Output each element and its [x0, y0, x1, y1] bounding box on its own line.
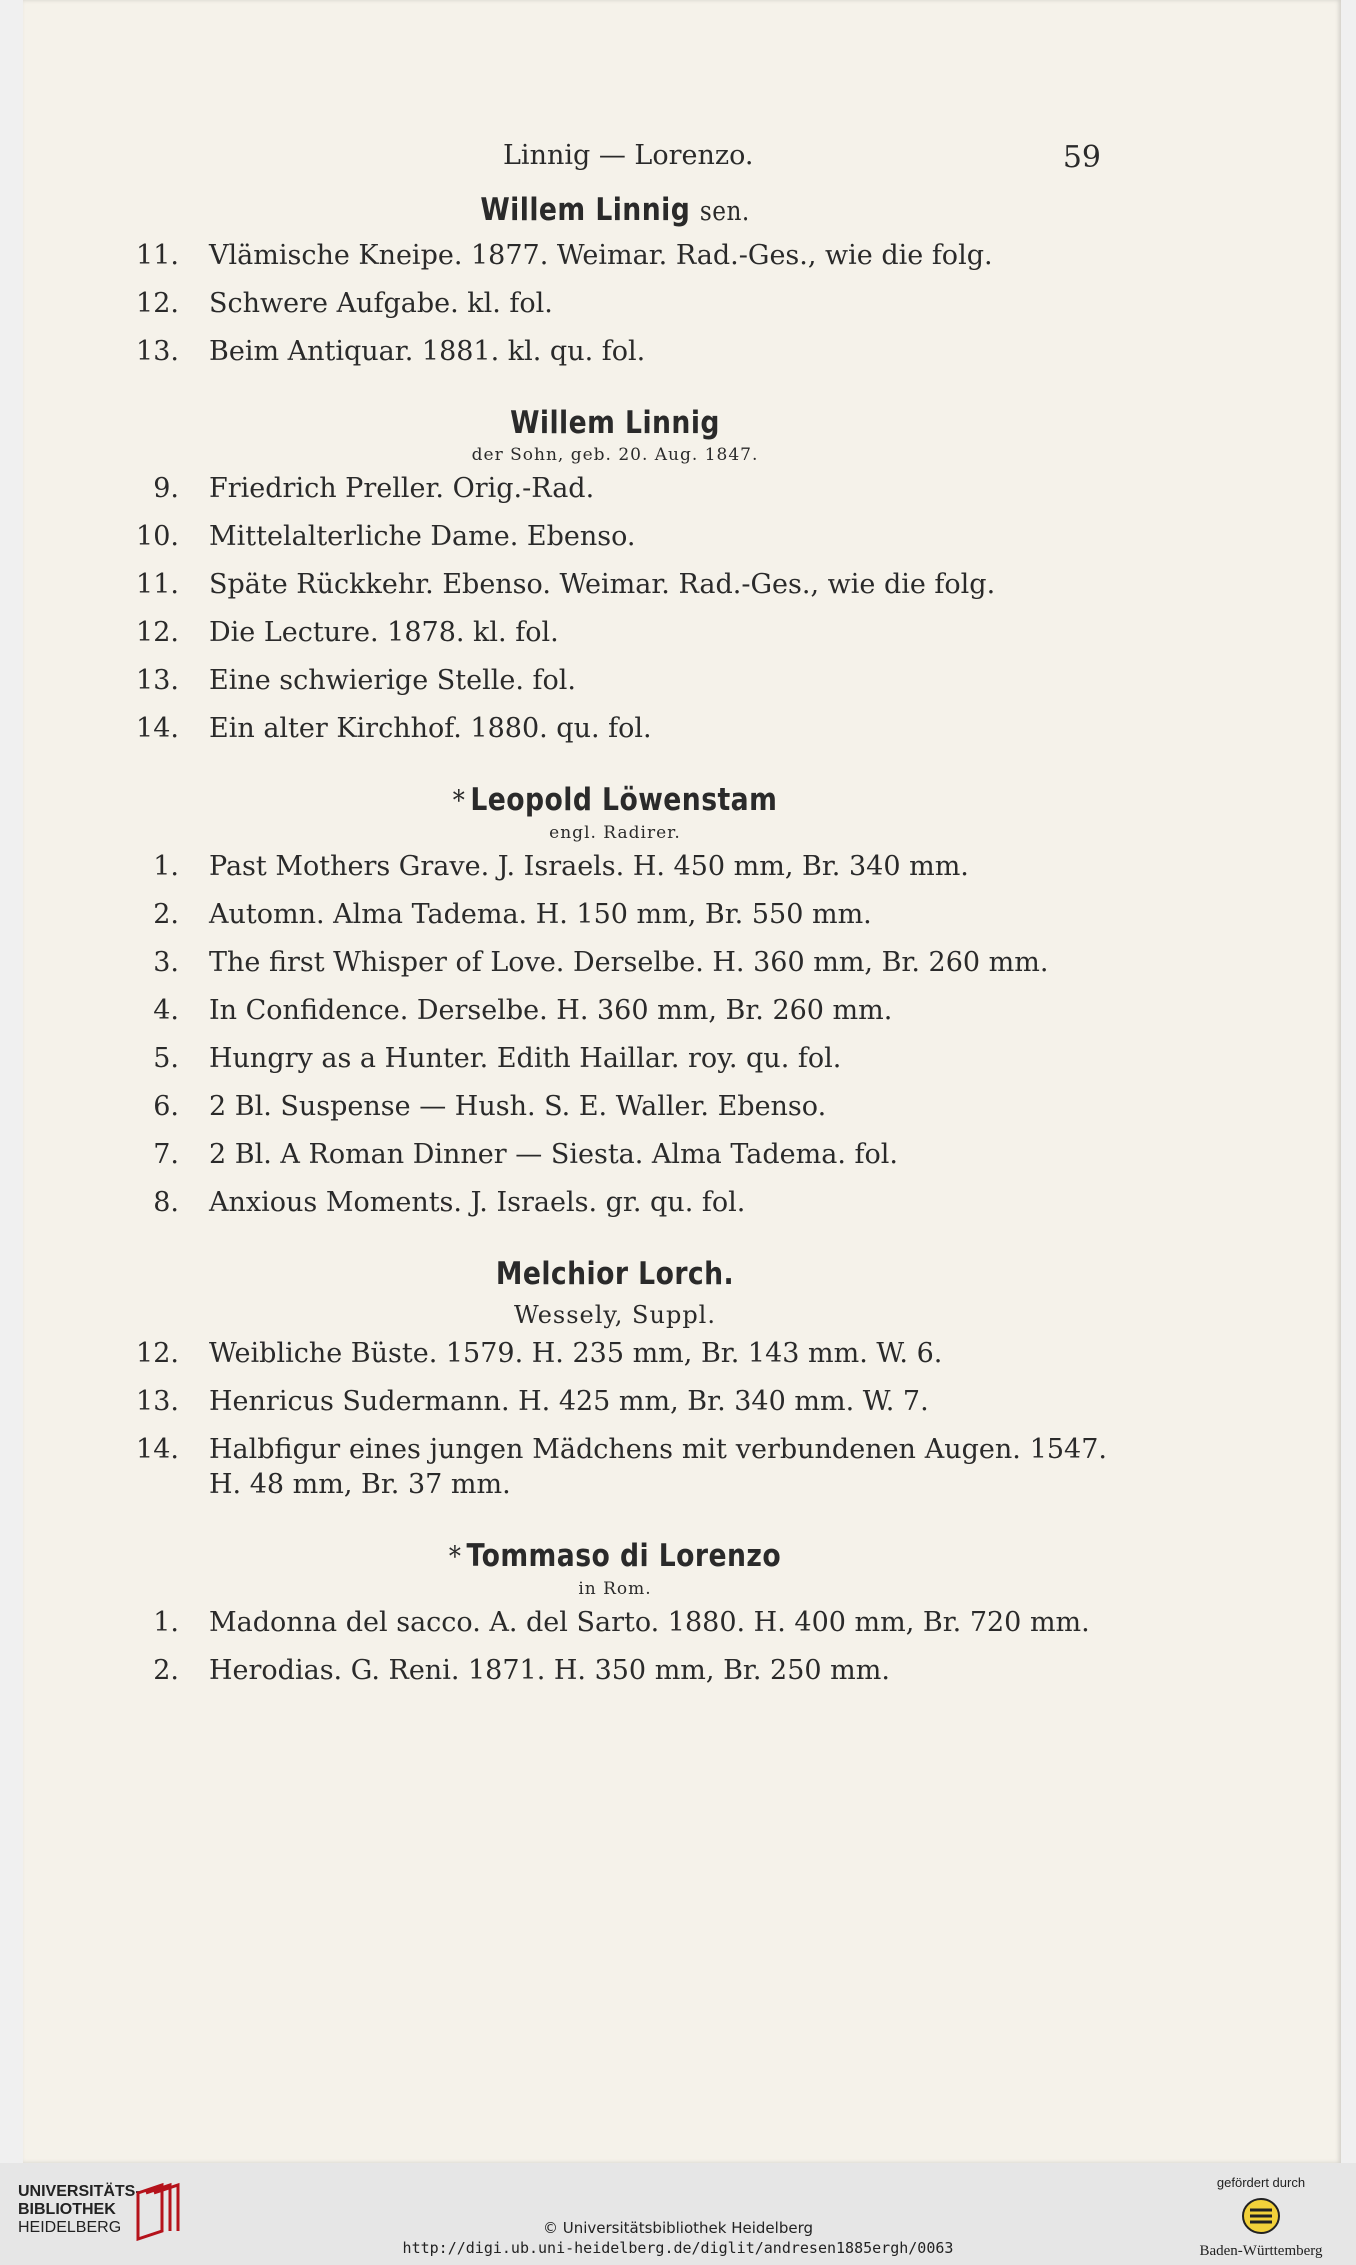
catalog-entry: [123, 897, 1107, 932]
catalog-entry: [123, 334, 1107, 369]
artist-name: Willem Linnig: [480, 192, 691, 228]
entry-text: Mittelalterliche Dame. Ebenso.: [209, 521, 636, 552]
sponsor-label: gefördert durch: [1216, 2175, 1306, 2190]
entry-text: Halbfigur eines jungen Mädchens mit verbundenen Augen. 1547. H. 48 mm, Br. 37 mm.: [209, 1434, 1107, 1500]
entry-text: Ein alter Kirchhof. 1880. qu. fol.: [209, 713, 652, 744]
entry-number: 10.: [136, 521, 179, 552]
artist-name-suffix: sen.: [699, 196, 750, 227]
sponsor-block: [1186, 2175, 1336, 2260]
coat-of-arms-icon: [1241, 2196, 1281, 2236]
entry-number: 9.: [153, 473, 179, 504]
catalog-entry: [123, 1089, 1107, 1124]
entry-number: 12.: [136, 288, 179, 319]
running-head: [123, 140, 1107, 190]
catalog-entry: [123, 1336, 1107, 1371]
catalog-entry: [123, 1185, 1107, 1220]
page-number: 59: [1062, 140, 1101, 175]
catalog-entry: [123, 1432, 1107, 1502]
artist-heading: [192, 780, 1038, 821]
catalog-entry: [123, 1384, 1107, 1419]
entry-number: 2.: [153, 1655, 179, 1686]
entry-text: Vlämische Kneipe. 1877. Weimar. Rad.-Ges., wie die folg.: [209, 240, 993, 271]
library-line-1: UNIVERSITÄTS-: [18, 2183, 141, 2200]
entry-text: Weibliche Büste. 1579. H. 235 mm, Br. 143 mm. W. 6.: [209, 1338, 943, 1369]
scanned-page: [23, 0, 1341, 2163]
entry-text: Herodias. G. Reni. 1871. H. 350 mm, Br. 250 mm.: [209, 1655, 890, 1686]
entry-text: Beim Antiquar. 1881. kl. qu. fol.: [209, 336, 646, 367]
catalog-entry: [123, 1137, 1107, 1172]
artist-section: [123, 1536, 1107, 1688]
entry-number: 11.: [136, 240, 179, 271]
catalog-entry: [123, 1041, 1107, 1076]
artist-heading: [192, 190, 1038, 232]
entry-number: 8.: [153, 1187, 179, 1218]
catalog-entry: [123, 615, 1107, 650]
entry-text: Henricus Sudermann. H. 425 mm, Br. 340 mm. W. 7.: [209, 1386, 929, 1417]
artist-name: Leopold Löwenstam: [470, 782, 778, 818]
catalog-entry: [123, 286, 1107, 321]
artist-name: Melchior Lorch.: [495, 1256, 735, 1292]
catalog-entry: [123, 1653, 1107, 1688]
entry-text: Hungry as a Hunter. Edith Haillar. roy. qu. fol.: [209, 1043, 842, 1074]
artist-subtitle: engl. Radirer.: [549, 823, 681, 843]
asterisk-marker: *: [448, 1540, 462, 1573]
catalog-entry: [123, 567, 1107, 602]
entry-number: 12.: [136, 617, 179, 648]
entry-text: Die Lecture. 1878. kl. fol.: [209, 617, 559, 648]
entry-text: 2 Bl. A Roman Dinner — Siesta. Alma Tadema. fol.: [209, 1139, 898, 1170]
entry-text: In Confidence. Derselbe. H. 360 mm, Br. 260 mm.: [209, 995, 893, 1026]
catalog-entry: [123, 663, 1107, 698]
catalog-entry: [123, 945, 1107, 980]
artist-heading: [192, 1536, 1038, 1577]
sponsor-name: Baden-Württemberg: [1199, 2243, 1323, 2259]
artist-subtitle: Wessely, Suppl.: [514, 1301, 716, 1329]
asterisk-marker: *: [452, 784, 466, 817]
entry-number: 14.: [136, 713, 179, 744]
catalog-entry: [123, 238, 1107, 273]
catalog-entry: [123, 471, 1107, 506]
artist-subtitle: der Sohn, geb. 20. Aug. 1847.: [471, 445, 759, 465]
library-line-3: HEIDELBERG: [18, 2219, 122, 2236]
entry-text: Automn. Alma Tadema. H. 150 mm, Br. 550 mm.: [209, 899, 872, 930]
entry-number: 2.: [153, 899, 179, 930]
footer-bar: [0, 2163, 1356, 2265]
entry-number: 13.: [136, 336, 179, 367]
artist-name: Tommaso di Lorenzo: [466, 1538, 782, 1574]
catalog-entry: [123, 1605, 1107, 1640]
catalog-entry: [123, 711, 1107, 746]
library-line-2: BIBLIOTHEK: [18, 2201, 116, 2218]
artist-section: [123, 403, 1107, 746]
entry-number: 13.: [136, 1386, 179, 1417]
catalog-entry: [123, 849, 1107, 884]
entry-text: The first Whisper of Love. Derselbe. H. 360 mm, Br. 260 mm.: [209, 947, 1049, 978]
catalog-sections: [123, 190, 1107, 1688]
entry-number: 12.: [136, 1338, 179, 1369]
page-text: [123, 140, 1107, 1722]
artist-section: [123, 190, 1107, 369]
entry-number: 4.: [153, 995, 179, 1026]
artist-section: [123, 780, 1107, 1220]
entry-number: 6.: [153, 1091, 179, 1122]
entry-text: Anxious Moments. J. Israels. gr. qu. fol.: [209, 1187, 746, 1218]
artist-section: [123, 1254, 1107, 1502]
artist-heading: [192, 403, 1038, 443]
running-head-title: Linnig — Lorenzo.: [503, 140, 754, 171]
source-url[interactable]: http://digi.ub.uni-heidelberg.de/diglit/andresen1885ergh/0063: [402, 2239, 954, 2257]
catalog-entry: [123, 519, 1107, 554]
copyright-text: © Universitätsbibliothek Heidelberg: [542, 2219, 813, 2237]
catalog-entry: [123, 993, 1107, 1028]
artist-name: Willem Linnig: [510, 405, 720, 441]
entry-number: 13.: [136, 665, 179, 696]
entry-number: 3.: [153, 947, 179, 978]
entry-number: 1.: [153, 851, 179, 882]
entry-number: 7.: [153, 1139, 179, 1170]
artist-heading: [192, 1254, 1038, 1294]
entry-number: 5.: [153, 1043, 179, 1074]
entry-number: 14.: [136, 1434, 179, 1465]
entry-text: Past Mothers Grave. J. Israels. H. 450 mm, Br. 340 mm.: [209, 851, 969, 882]
artist-subtitle: in Rom.: [578, 1579, 652, 1599]
entry-text: Späte Rückkehr. Ebenso. Weimar. Rad.-Ges., wie die folg.: [209, 569, 996, 600]
entry-text: Schwere Aufgabe. kl. fol.: [209, 288, 553, 319]
entry-number: 11.: [136, 569, 179, 600]
entry-text: Eine schwierige Stelle. fol.: [209, 665, 576, 696]
entry-text: 2 Bl. Suspense — Hush. S. E. Waller. Ebenso.: [209, 1091, 827, 1122]
entry-text: Friedrich Preller. Orig.-Rad.: [209, 473, 595, 504]
entry-number: 1.: [153, 1607, 179, 1638]
entry-text: Madonna del sacco. A. del Sarto. 1880. H. 400 mm, Br. 720 mm.: [209, 1607, 1090, 1638]
